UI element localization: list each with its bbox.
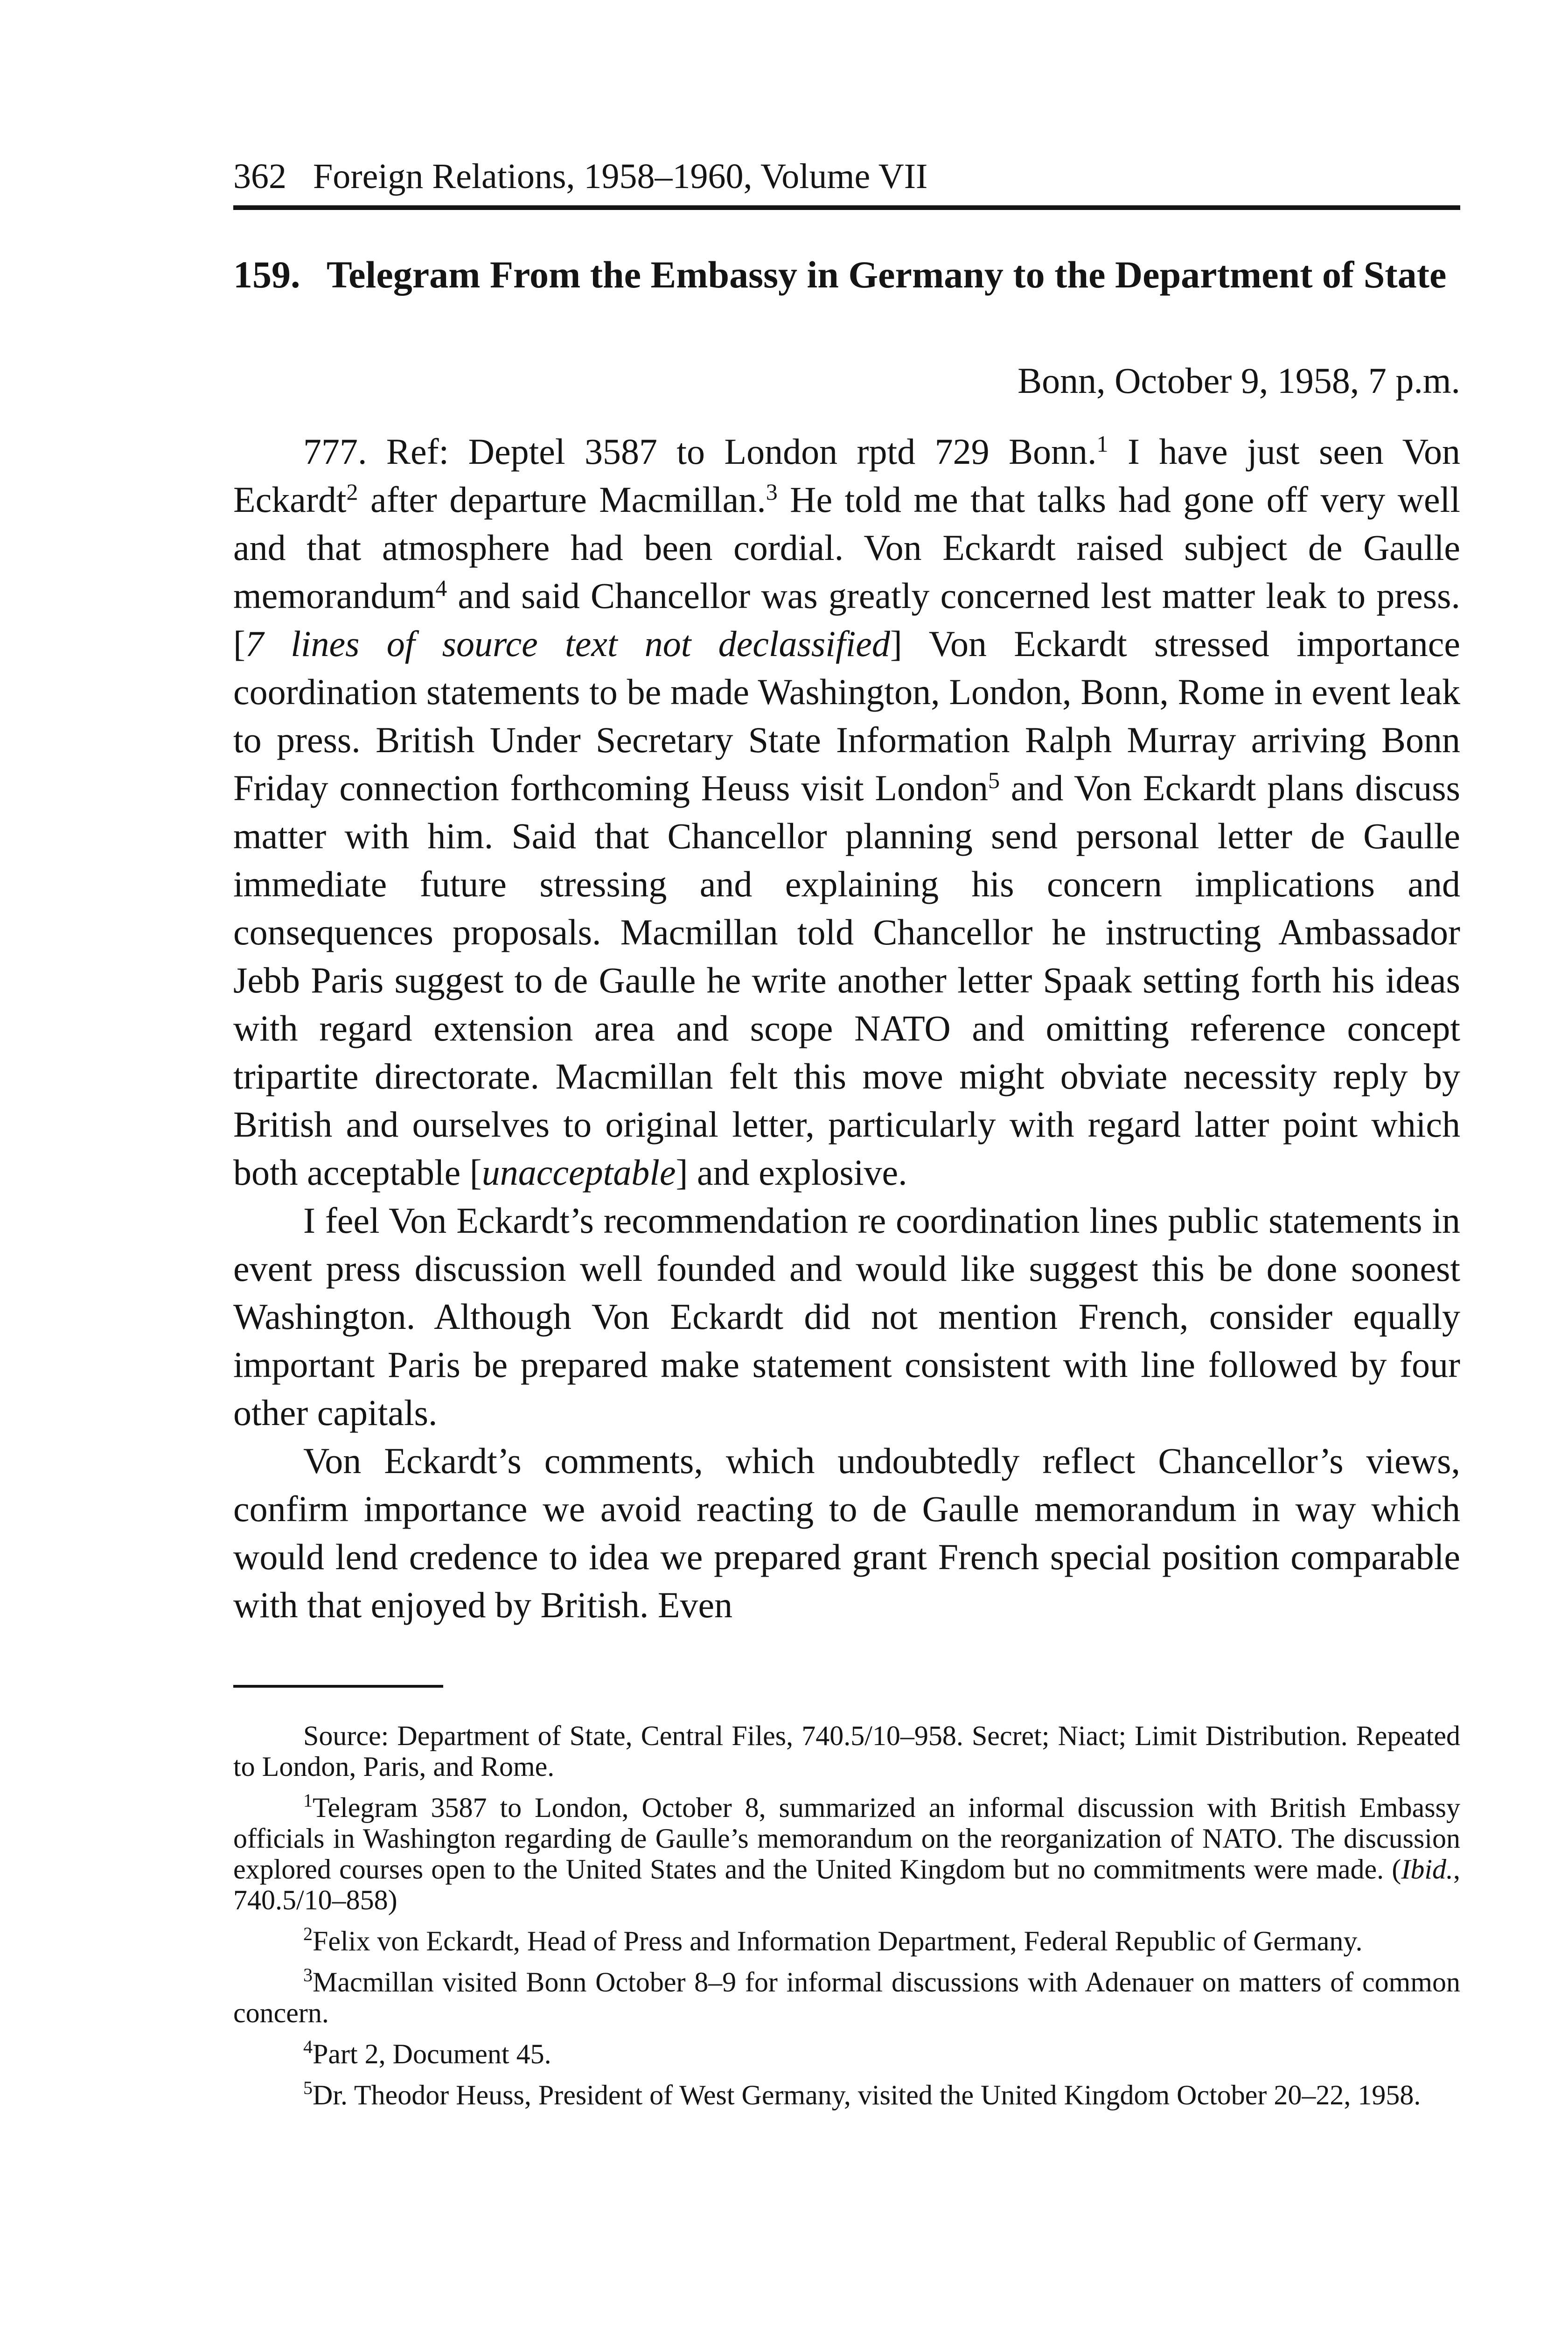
- footnote-ref-2: 2: [346, 479, 358, 505]
- document-heading: [233, 247, 1460, 302]
- body-paragraph-3: Von Eckardt’s comments, which undoubtedly reflect Chancellor’s views, confirm importance we avoid reacting to de Gaulle memorandum in way which would lend credence to idea we prepared grant French special position comparable with that enjoyed by British. Even: [233, 1440, 1460, 1625]
- footnote-ref-3: 3: [766, 479, 778, 505]
- running-head: [233, 154, 1460, 199]
- body-paragraph-2: I feel Von Eckardt’s recommendation re coordination lines public statements in event press discussion well founded and would like suggest this be done soonest Washington. Although Von Eckardt did not mention French, consider equally important Paris be prepared make statement consistent with line followed by four other capitals.: [233, 1200, 1460, 1433]
- series-title: Foreign Relations, 1958–1960, Volume VII: [313, 157, 928, 196]
- footnote-rule: [233, 1685, 443, 1688]
- page-number: 362: [233, 157, 286, 196]
- footnote-ref-4: 4: [435, 575, 447, 601]
- body-paragraph-1: 777. Ref: Deptel 3587 to London rptd 729 Bonn.$^1$ I have just seen Von Eckardt$^2$ after departure Macmillan.$^3$ He told me that talks had gone off very well and that atmosphere had been cordial. Von Eckardt raised subject de Gaulle memorandum$^4$ and said Chancellor was greatly concerned lest matter leak to press. [7 lines of source text not declassified] Von Eckardt stressed importance coordination statements to be made Washington, London, Bonn, Rome in event leak to press. British Under Secretary State Information Ralph Murray arriving Bonn Friday connection forthcoming Heuss visit London$^5$ and Von Eckardt plans discuss matter with him. Said that Chancellor planning send personal letter de Gaulle immediate future stressing and explaining his concern implications and consequences proposals. Macmillan told Chancellor he instructing Ambassador Jebb Paris suggest to de Gaulle he write another letter Spaak setting forth his ideas with regard extension area and scope NATO and omitting reference concept tripartite directorate. Macmillan felt this move might obviate necessity reply by British and ourselves to original letter, particularly with regard latter point which both acceptable [unacceptable] and explosive.: [233, 431, 1460, 1193]
- footnote-1: $^1$Telegram 3587 to London, October 8, summarized an informal discussion with British Embassy officials in Washington regarding de Gaulle’s memorandum on the reorganization of NATO. The discussion explored courses open to the United States and the United Kingdom but no commitments were made. (Ibid., 740.5/10–858): [233, 1790, 1460, 1915]
- footnote-3: $^3$Macmillan visited Bonn October 8–9 for informal discussions with Adenauer on matters of common concern.: [233, 1964, 1460, 2028]
- header-rule: [233, 205, 1460, 210]
- footnote-4: $^4$Part 2, Document 45.: [303, 2036, 551, 2069]
- editorial-correction: unacceptable: [481, 1152, 676, 1193]
- document-title: Telegram From the Embassy in Germany to the Department of State: [327, 253, 1447, 296]
- footnote-2: $^2$Felix von Eckardt, Head of Press and Information Department, Federal Republic of Germany.: [303, 1923, 1363, 1956]
- document-page: [233, 154, 1460, 2121]
- editorial-note-not-declassified: 7 lines of source text not declassified: [245, 623, 890, 664]
- footnote-5: $^5$Dr. Theodor Heuss, President of West Germany, visited the United Kingdom October 20–22, 1958.: [303, 2077, 1421, 2110]
- footnote-ref-5: 5: [988, 767, 1000, 793]
- footnotes: [233, 1720, 1460, 2110]
- footnote-ref-1: 1: [1096, 431, 1108, 457]
- document-number: 159.: [233, 253, 300, 296]
- source-note: Source: Department of State, Central Files, 740.5/10–958. Secret; Niact; Limit Distribution. Repeated to London, Paris, and Rome.: [233, 1720, 1460, 1782]
- telegram-body: [233, 427, 1460, 1629]
- dateline: Bonn, October 9, 1958, 7 p.m.: [1017, 360, 1460, 401]
